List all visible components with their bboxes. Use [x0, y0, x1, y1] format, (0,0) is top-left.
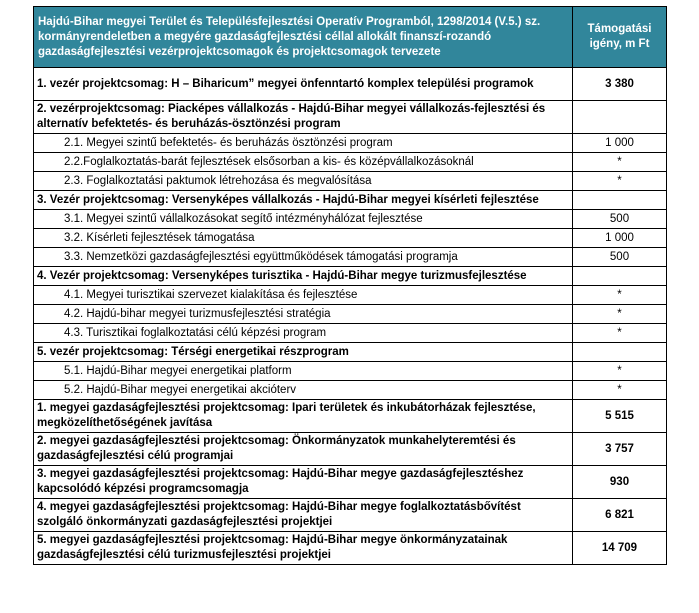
row-amount: * — [573, 324, 667, 343]
row-label: 5. megyei gazdaságfejlesztési projektcsomag: Hajdú-Bihar megye önkormányzatainak gazdaságfejlesztési célú turizmusfejlesztési projektjei — [34, 532, 573, 565]
table-row — [34, 210, 667, 229]
table-title-header: Hajdú-Bihar megyei Terület és Településfejlesztési Operatív Programból, 1298/2014 (V.5.) sz. kormányrendeletben a megyére gazdaságfejlesztési céllal allokált finanszí-rozandó gazdaságfejlesztési vezérprojektcsomagok és projektcsomagok tervezete — [34, 7, 573, 68]
row-label: 5.2. Hajdú-Bihar megyei energetikai akcióterv — [34, 381, 573, 400]
row-amount: 3 757 — [573, 433, 667, 466]
row-label: 2. megyei gazdaságfejlesztési projektcsomag: Önkormányzatok munkahelyteremtési és gazdaságfejlesztési célú programjai — [34, 433, 573, 466]
table-row — [34, 305, 667, 324]
amount-column-header: Támogatási igény, m Ft — [573, 7, 667, 68]
row-label: 5. vezér projektcsomag: Térségi energetikai részprogram — [34, 343, 573, 362]
row-amount: 930 — [573, 466, 667, 499]
row-amount — [573, 343, 667, 362]
row-label: 1. vezér projektcsomag: H – Biharicum” megyei önfenntartó komplex települési programok — [34, 68, 573, 101]
table-row — [34, 248, 667, 267]
row-label: 2. vezérprojektcsomag: Piacképes vállalkozás - Hajdú-Bihar megyei vállalkozás-fejlesztési és alternatív befektetés- és beruházás-ösztönzési program — [34, 101, 573, 134]
row-label: 2.2.Foglalkoztatás-barát fejlesztések elsősorban a kis- és középvállalkozásoknál — [34, 153, 573, 172]
table-row — [34, 229, 667, 248]
row-label: 2.1. Megyei szintű befektetés- és beruházás ösztönzési program — [34, 134, 573, 153]
row-amount: 5 515 — [573, 400, 667, 433]
row-amount: 3 380 — [573, 68, 667, 101]
table-header-row — [34, 7, 667, 68]
table-row — [34, 172, 667, 191]
row-label: 5.1. Hajdú-Bihar megyei energetikai platform — [34, 362, 573, 381]
table-row — [34, 433, 667, 466]
funding-table — [33, 6, 667, 565]
row-label: 4.1. Megyei turisztikai szervezet kialakítása és fejlesztése — [34, 286, 573, 305]
table-row — [34, 466, 667, 499]
table-row — [34, 153, 667, 172]
table-row — [34, 499, 667, 532]
row-label: 2.3. Foglalkoztatási paktumok létrehozása és megvalósítása — [34, 172, 573, 191]
row-amount — [573, 191, 667, 210]
table-row — [34, 68, 667, 101]
row-amount: * — [573, 381, 667, 400]
row-amount: 1 000 — [573, 229, 667, 248]
row-amount: 500 — [573, 210, 667, 229]
row-amount: * — [573, 153, 667, 172]
row-amount — [573, 101, 667, 134]
table-row — [34, 532, 667, 565]
table-row — [34, 134, 667, 153]
document-table-wrapper — [33, 6, 666, 565]
row-amount: * — [573, 286, 667, 305]
row-label: 4. megyei gazdaságfejlesztési projektcsomag: Hajdú-Bihar megye foglalkoztatásbővítést szolgáló önkormányzati gazdaságfejlesztési projektjei — [34, 499, 573, 532]
row-amount: 500 — [573, 248, 667, 267]
row-label: 3. megyei gazdaságfejlesztési projektcsomag: Hajdú-Bihar megye gazdaságfejlesztéshez kapcsolódó képzési programcsomagja — [34, 466, 573, 499]
row-label: 3.3. Nemzetközi gazdaságfejlesztési együttműködések támogatási programja — [34, 248, 573, 267]
table-row — [34, 191, 667, 210]
row-amount: * — [573, 305, 667, 324]
row-label: 1. megyei gazdaságfejlesztési projektcsomag: Ipari területek és inkubátorházak fejlesztése, megközelíthetőségének javítása — [34, 400, 573, 433]
table-row — [34, 381, 667, 400]
row-label: 4.2. Hajdú-bihar megyei turizmusfejlesztési stratégia — [34, 305, 573, 324]
row-amount — [573, 267, 667, 286]
table-row — [34, 101, 667, 134]
row-amount: 14 709 — [573, 532, 667, 565]
row-amount: 6 821 — [573, 499, 667, 532]
row-label: 3.2. Kísérleti fejlesztések támogatása — [34, 229, 573, 248]
row-label: 3.1. Megyei szintű vállalkozásokat segítő intézményhálózat fejlesztése — [34, 210, 573, 229]
row-label: 3. Vezér projektcsomag: Versenyképes vállalkozás - Hajdú-Bihar megyei kísérleti fejlesztése — [34, 191, 573, 210]
table-row — [34, 362, 667, 381]
table-row — [34, 400, 667, 433]
row-label: 4.3. Turisztikai foglalkoztatási célú képzési program — [34, 324, 573, 343]
row-amount: * — [573, 362, 667, 381]
table-row — [34, 343, 667, 362]
table-row — [34, 324, 667, 343]
row-label: 4. Vezér projektcsomag: Versenyképes turisztika - Hajdú-Bihar megye turizmusfejlesztése — [34, 267, 573, 286]
row-amount: 1 000 — [573, 134, 667, 153]
row-amount: * — [573, 172, 667, 191]
table-row — [34, 286, 667, 305]
table-row — [34, 267, 667, 286]
